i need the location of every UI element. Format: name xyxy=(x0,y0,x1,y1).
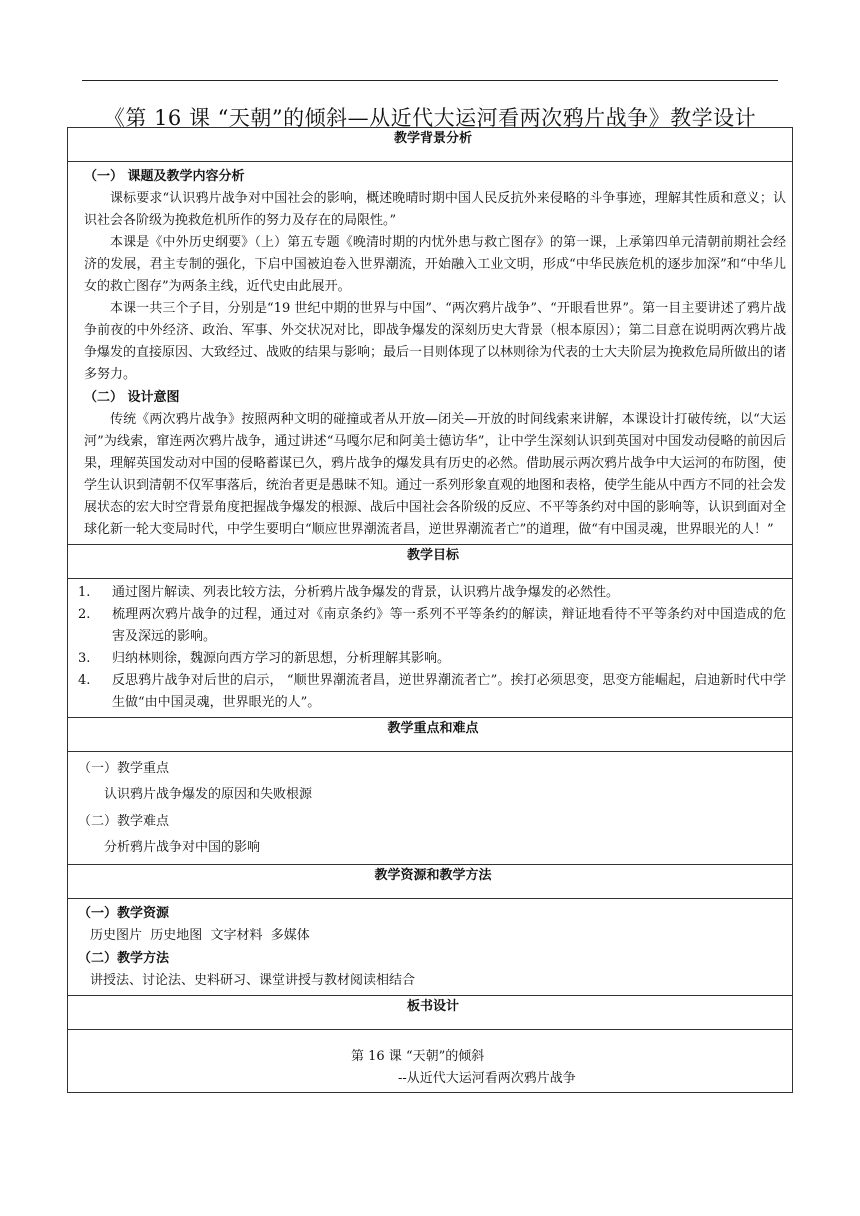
goals-list xyxy=(78,582,786,714)
paragraph-subsections: 本课一共三个子目，分别是“19 世纪中期的世界与中国”、“两次鸦片战争”、“开眼看世界”。第一目主要讲述了鸦片战争前夜的中外经济、政治、军事、外交状况对比，即战争爆发的深刻历史大背景（根本原因）；第二目意在说明两次鸦片战争爆发的直接原因、大致经过、战败的结果与影响；最后一目则体现了以林则徐为代表的士大夫阶层为挽救危局所做出的诸多努力。 xyxy=(84,301,787,382)
resources-text: 历史图片 历史地图 文字材料 多媒体 xyxy=(90,928,310,943)
difficulty-text: 分析鸦片战争对中国的影响 xyxy=(104,840,261,855)
methods-text: 讲授法、讨论法、史料研习、课堂讲授与教材阅读相结合 xyxy=(90,973,416,988)
document-title: 《第 16 课 “天朝”的倾斜—从近代大运河看两次鸦片战争》教学设计 xyxy=(103,106,757,131)
paragraph-curriculum: 课标要求“认识鸦片战争对中国社会的影响，概述晚晴时期中国人民反抗外来侵略的斗争事迹，理解其性质和意义；认识社会各阶级为挽救危机所作的努力及存在的局限性。” xyxy=(84,191,786,228)
header-rule xyxy=(82,80,778,81)
list-item: 4. 反思鸦片战争对后世的启示， “顺世界潮流者昌，逆世界潮流者亡”。挨打必须思变，思变方能崛起，启迪新时代中学生做“由中国灵魂，世界眼光的人”。 xyxy=(78,673,786,710)
resources-content xyxy=(68,899,793,996)
paragraph-lesson-position: 本课是《中外历史纲要》（上）第五专题《晚清时期的内忧外患与救亡图存》的第一课，上承第四单元清朝前期社会经济的发展，君主专制的强化，下启中国被迫卷入世界潮流，开始融入工业文明，形成“中华民族危机的逐步加深”和“中华儿女的救亡图存”为两条主线，近代史由此展开。 xyxy=(84,235,786,294)
section-title-design-intent: （二） 设计意图 xyxy=(84,390,180,405)
background-heading: 教学背景分析 xyxy=(68,128,793,162)
lesson-plan-table xyxy=(67,127,793,1093)
board-heading: 板书设计 xyxy=(68,996,793,1030)
paragraph-design-intent: 传统《两次鸦片战争》按照两种文明的碰撞或者从开放—闭关—开放的时间线索来讲解，本课设计打破传统，以“大运河”为线索，窜连两次鸦片战争，通过讲述“马嘎尔尼和阿美士德访华”，让中学生深刻认识到英国对中国发动侵略的前因后果，理解英国发动对中国的侵略蓄谋已久，鸦片战争的爆发具有历史的必然。借助展示两次鸦片战争中大运河的布防图，使学生认识到清朝不仅军事落后，统治者更是愚昧不知。通过一系列形象直观的地图和表格，使学生能从中西方不同的社会发展状态的宏大时空背景角度把握战争爆发的根源、战后中国社会各阶级的反应、不平等条约对中国的影响等，认识到面对全球化新一轮大变局时代，中学生要明白“顺应世界潮流者昌，逆世界潮流者亡”的道理，做“有中国灵魂，世界眼光的人！” xyxy=(84,412,787,537)
list-item: 3. 归纳林则徐，魏源向西方学习的新思想，分析理解其影响。 xyxy=(78,651,451,666)
board-line-1: 第 16 课 “天朝”的倾斜 xyxy=(351,1049,485,1064)
list-item: 1. 通过图片解读、列表比较方法，分析鸦片战争爆发的背景，认识鸦片战争爆发的必然性。 xyxy=(78,585,620,600)
difficulty-title: （二）教学难点 xyxy=(78,814,170,829)
board-line-2: --从近代大运河看两次鸦片战争 xyxy=(398,1071,576,1086)
background-content xyxy=(68,162,793,545)
keypoints-heading: 教学重点和难点 xyxy=(68,718,793,752)
resources-heading: 教学资源和教学方法 xyxy=(68,865,793,899)
methods-title: （二）教学方法 xyxy=(78,951,170,966)
focus-title: （一）教学重点 xyxy=(78,761,170,776)
focus-text: 认识鸦片战争爆发的原因和失败根源 xyxy=(104,787,313,802)
keypoints-content xyxy=(68,752,793,865)
list-item: 2. 梳理两次鸦片战争的过程，通过对《南京条约》等一系列不平等条约的解读，辩证地看待不平等条约对中国造成的危害及深远的影响。 xyxy=(78,607,786,644)
goals-heading: 教学目标 xyxy=(68,545,793,579)
section-title-content-analysis: （一） 课题及教学内容分析 xyxy=(84,169,245,184)
resources-title: （一）教学资源 xyxy=(78,906,170,921)
goals-content xyxy=(68,579,793,718)
board-content xyxy=(68,1030,793,1093)
